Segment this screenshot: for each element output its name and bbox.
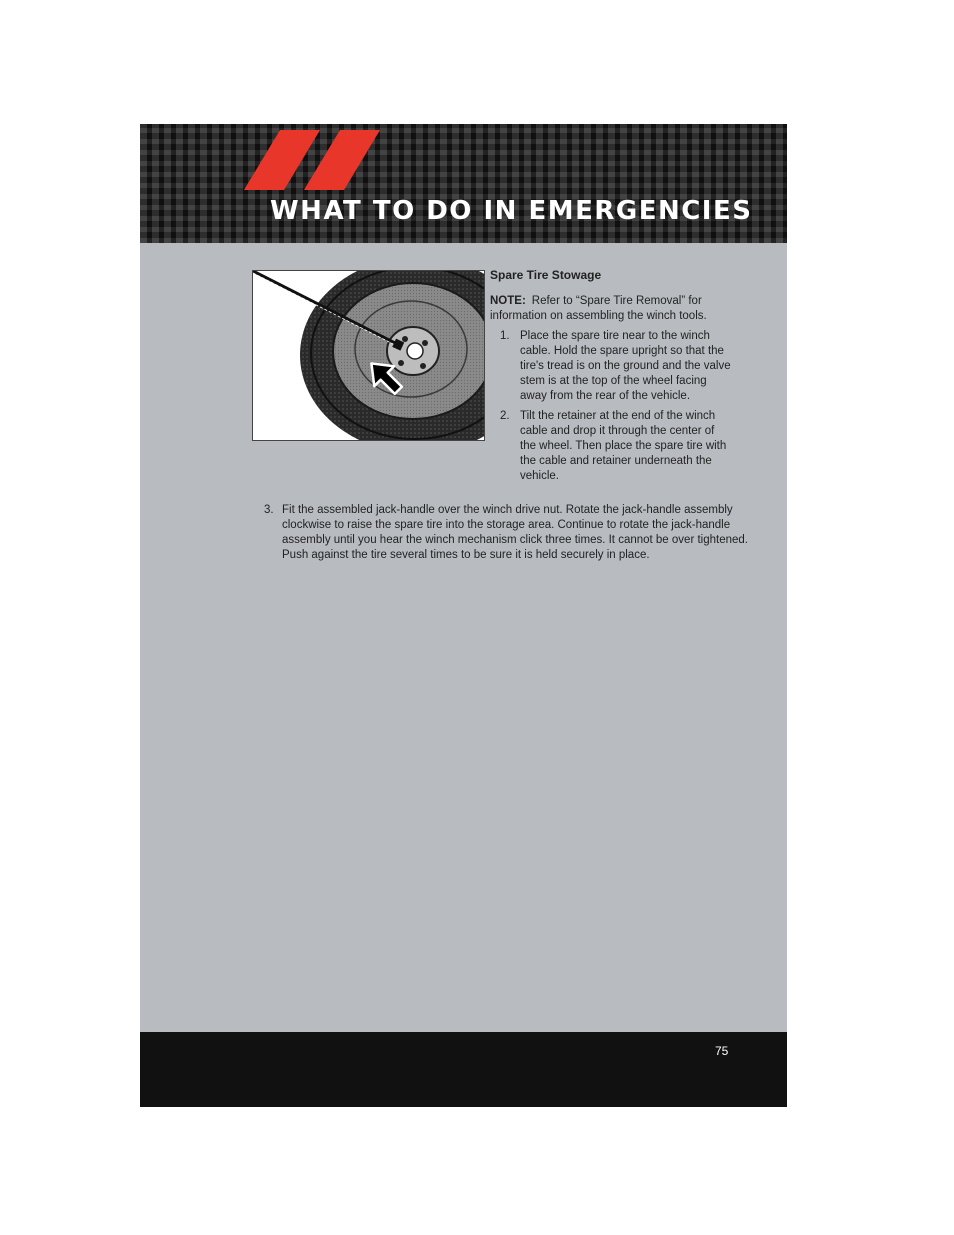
manual-page bbox=[140, 124, 787, 1107]
step-number: 1. bbox=[500, 330, 510, 342]
list-item bbox=[500, 409, 732, 484]
note-label: NOTE: bbox=[490, 295, 526, 307]
brand-stripes-icon bbox=[244, 130, 384, 190]
step-number: 2. bbox=[500, 410, 510, 422]
step-text: Place the spare tire near to the winch cable. Hold the spare upright so that the tire's tread is on the ground and the valve stem is at the top of the wheel facing away from the rear of the vehicle. bbox=[520, 330, 731, 402]
list-item bbox=[500, 329, 732, 404]
spare-tire-illustration bbox=[252, 270, 485, 441]
section-title: Spare Tire Stowage bbox=[490, 268, 602, 282]
note-text: Refer to “Spare Tire Removal” for information on assembling the winch tools. bbox=[490, 295, 707, 322]
note-paragraph bbox=[490, 294, 735, 324]
step-text: Tilt the retainer at the end of the winch cable and drop it through the center of the wheel. Then place the spare tire with the cable and retainer underneath the vehicle. bbox=[520, 410, 727, 482]
section-header-banner bbox=[140, 124, 787, 243]
list-item bbox=[262, 503, 752, 563]
page-number: 75 bbox=[715, 1044, 729, 1058]
steps-list bbox=[500, 329, 732, 489]
step-text: Fit the assembled jack-handle over the winch drive nut. Rotate the jack-handle assembly clockwise to raise the spare tire into the storage area. Continue to rotate the jack-handle assembly until you hear the winch mechanism click three times. It cannot be over tightened. Push against the tire several times to be sure it is held securely in place. bbox=[282, 504, 748, 561]
section-header-title: WHAT TO DO IN EMERGENCIES bbox=[270, 196, 753, 226]
page-footer bbox=[140, 1032, 787, 1107]
step-number: 3. bbox=[264, 504, 274, 516]
